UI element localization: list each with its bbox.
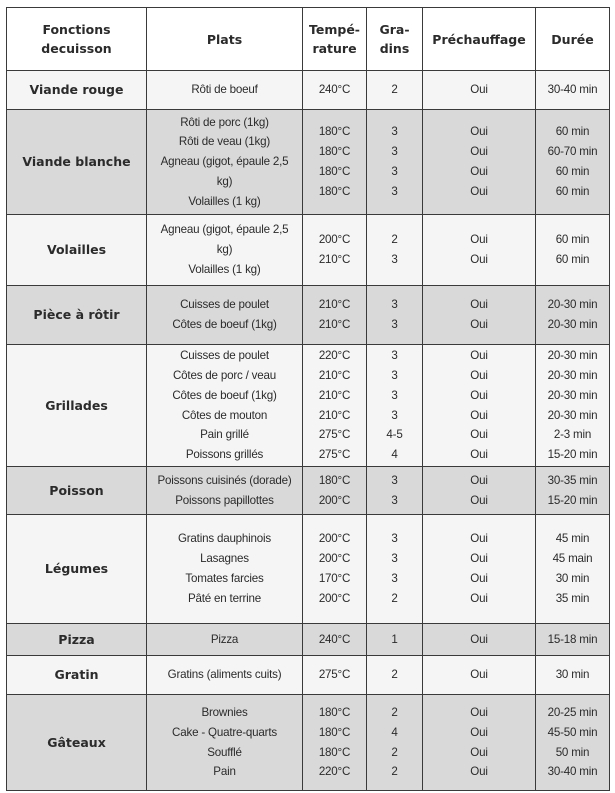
duree-cell <box>536 110 610 215</box>
prechauffage-line: Oui <box>470 233 488 247</box>
plats-cell <box>147 695 303 791</box>
temperature-cell <box>303 695 367 791</box>
prechauffage-cell <box>423 286 536 345</box>
plats-cell <box>147 624 303 656</box>
duree-line: 60 min <box>555 165 590 178</box>
prechauffage-line: Oui <box>470 349 488 363</box>
temperature-line: 180°C <box>318 184 351 198</box>
duree-cell <box>536 286 610 345</box>
gradins-line: 3 <box>391 145 398 159</box>
dish-line: Rôti de porc (1kg) <box>180 115 269 129</box>
temperature-cell <box>303 215 367 286</box>
prechauffage-line: Oui <box>470 318 488 331</box>
gradins-cell <box>367 515 423 624</box>
dish-line: Cuisses de poulet <box>180 349 269 363</box>
temperature-line: 200°C <box>318 552 351 566</box>
dish-line: Côtes de mouton <box>181 408 268 422</box>
gradins-line: 3 <box>391 349 398 363</box>
temperature-line: 220°C <box>318 349 351 363</box>
category-cell: Gâteaux <box>7 695 147 791</box>
prechauffage-line: Oui <box>470 145 488 159</box>
duree-line: 15-20 min <box>547 493 598 507</box>
header-temperature <box>303 8 367 71</box>
dish-line: Pain <box>213 765 236 779</box>
duree-cell <box>536 215 610 286</box>
dish-line: Poissons papillottes <box>175 493 274 507</box>
dish-line: Rôti de veau (1kg) <box>178 135 271 149</box>
prechauffage-line: Oui <box>470 388 488 402</box>
duree-line: 20-30 min <box>547 368 598 382</box>
gradins-line: 3 <box>391 184 398 198</box>
table-row <box>7 71 610 110</box>
header-duree: Durée <box>536 8 610 71</box>
prechauffage-line: Oui <box>470 668 488 682</box>
header-row <box>7 8 610 71</box>
temperature-line: 210°C <box>318 253 351 266</box>
plats-cell <box>147 515 303 624</box>
prechauffage-line: Oui <box>470 632 488 646</box>
duree-line: 35 min <box>555 591 590 605</box>
temperature-line: 180°C <box>318 725 351 739</box>
temperature-line: 210°C <box>318 368 351 382</box>
gradins-cell <box>367 345 423 467</box>
dish-line: Poissons grillés <box>185 448 264 462</box>
gradins-line: 3 <box>391 532 398 546</box>
table-row <box>7 286 610 345</box>
duree-line: 30 min <box>555 572 590 585</box>
temperature-line: 200°C <box>318 532 351 546</box>
duree-line: 15-18 min <box>547 632 598 646</box>
duree-line: 50 min <box>555 745 590 759</box>
duree-line: 15-20 min <box>547 448 598 462</box>
temperature-line: 200°C <box>318 233 351 247</box>
duree-line: 30 min <box>555 668 590 682</box>
temperature-line: 170°C <box>318 572 351 585</box>
prechauffage-line: Oui <box>470 493 488 507</box>
duree-cell <box>536 515 610 624</box>
gradins-line: 3 <box>391 552 398 566</box>
prechauffage-line: Oui <box>470 532 488 546</box>
prechauffage-line: Oui <box>470 448 488 462</box>
table-body <box>7 71 610 791</box>
temperature-line: 220°C <box>318 765 351 779</box>
duree-cell <box>536 71 610 110</box>
plats-cell <box>147 467 303 515</box>
duree-line: 20-30 min <box>547 318 598 331</box>
temperature-line: 180°C <box>318 745 351 759</box>
gradins-line: 3 <box>391 388 398 402</box>
gradins-line: 3 <box>391 318 398 331</box>
gradins-line: 2 <box>391 745 398 759</box>
prechauffage-line: Oui <box>470 408 488 422</box>
prechauffage-line: Oui <box>470 765 488 779</box>
table-row <box>7 624 610 656</box>
header-temperature-line: Tempé- <box>309 22 360 37</box>
duree-cell <box>536 695 610 791</box>
duree-line: 20-30 min <box>547 298 598 312</box>
dish-line: Volailles (1 kg) <box>188 262 261 276</box>
plats-cell <box>147 345 303 467</box>
gradins-cell <box>367 215 423 286</box>
gradins-line: 3 <box>391 165 398 178</box>
category-cell: Viande blanche <box>7 110 147 215</box>
duree-line: 45-50 min <box>547 725 598 739</box>
dish-line: Côtes de porc / veau <box>173 368 276 382</box>
temperature-line: 180°C <box>318 125 351 139</box>
dish-line: Soufflé <box>207 745 242 759</box>
temperature-line: 180°C <box>318 145 351 159</box>
dish-line: Rôti de boeuf <box>191 83 258 97</box>
dish-line: Volailles (1 kg) <box>188 194 261 208</box>
gradins-line: 3 <box>391 493 398 507</box>
temperature-cell <box>303 286 367 345</box>
cooking-table <box>6 7 610 791</box>
duree-line: 20-25 min <box>547 705 598 719</box>
table-row <box>7 695 610 791</box>
category-cell: Gratin <box>7 656 147 695</box>
gradins-line: 3 <box>391 298 398 312</box>
plats-cell <box>147 71 303 110</box>
prechauffage-line: Oui <box>470 725 488 739</box>
duree-line: 60 min <box>555 233 590 247</box>
prechauffage-line: Oui <box>470 705 488 719</box>
temperature-line: 275°C <box>318 448 351 462</box>
header-fonctions <box>7 8 147 71</box>
dish-line: Agneau (gigot, épaule 2,5 <box>160 155 289 169</box>
duree-line: 60-70 min <box>547 145 598 159</box>
prechauffage-line: Oui <box>470 253 488 266</box>
table-row <box>7 515 610 624</box>
category-cell: Légumes <box>7 515 147 624</box>
plats-cell <box>147 215 303 286</box>
duree-line: 30-40 min <box>547 83 598 97</box>
prechauffage-line: Oui <box>470 368 488 382</box>
temperature-line: 180°C <box>318 473 351 487</box>
temperature-cell <box>303 656 367 695</box>
duree-line: 45 min <box>555 532 590 546</box>
dish-line: Brownies <box>201 705 248 719</box>
duree-line: 20-30 min <box>547 388 598 402</box>
gradins-line: 3 <box>391 368 398 382</box>
duree-line: 60 min <box>555 253 590 266</box>
gradins-cell <box>367 467 423 515</box>
header-gradins-line: dins <box>379 41 410 56</box>
dish-line: kg) <box>216 243 233 257</box>
dish-line: Lasagnes <box>200 552 249 566</box>
gradins-line: 3 <box>391 473 398 487</box>
dish-line: kg) <box>216 174 233 188</box>
duree-cell <box>536 624 610 656</box>
dish-line: Gratins (aliments cuits) <box>167 668 282 682</box>
prechauffage-line: Oui <box>470 591 488 605</box>
table-row <box>7 656 610 695</box>
prechauffage-line: Oui <box>470 184 488 198</box>
temperature-line: 200°C <box>318 591 351 605</box>
temperature-line: 210°C <box>318 298 351 312</box>
temperature-cell <box>303 345 367 467</box>
gradins-cell <box>367 286 423 345</box>
prechauffage-cell <box>423 656 536 695</box>
duree-line: 20-30 min <box>547 349 598 363</box>
duree-line: 2-3 min <box>553 428 592 442</box>
header-gradins <box>367 8 423 71</box>
duree-cell <box>536 345 610 467</box>
prechauffage-line: Oui <box>470 572 488 585</box>
duree-line: 30-40 min <box>547 765 598 779</box>
prechauffage-line: Oui <box>470 125 488 139</box>
temperature-line: 240°C <box>318 632 351 646</box>
temperature-cell <box>303 110 367 215</box>
gradins-line: 2 <box>391 668 398 682</box>
category-cell: Pièce à rôtir <box>7 286 147 345</box>
duree-cell <box>536 467 610 515</box>
prechauffage-cell <box>423 624 536 656</box>
prechauffage-cell <box>423 467 536 515</box>
dish-line: Côtes de boeuf (1kg) <box>172 318 277 331</box>
dish-line: Pain grillé <box>200 428 249 442</box>
dish-line: Pâté en terrine <box>187 591 262 605</box>
header-fonctions-line: Fonctions de <box>41 22 111 56</box>
gradins-line: 2 <box>391 765 398 779</box>
temperature-cell <box>303 624 367 656</box>
prechauffage-line: Oui <box>470 473 488 487</box>
table-row <box>7 215 610 286</box>
prechauffage-line: Oui <box>470 428 488 442</box>
dish-line: Cake - Quatre-quarts <box>172 725 277 739</box>
gradins-cell <box>367 656 423 695</box>
temperature-line: 210°C <box>318 318 351 331</box>
prechauffage-line: Oui <box>470 83 488 97</box>
temperature-line: 275°C <box>318 428 351 442</box>
gradins-line: 3 <box>391 572 398 585</box>
gradins-line: 3 <box>391 408 398 422</box>
dish-line: Cuisses de poulet <box>180 298 269 312</box>
prechauffage-line: Oui <box>470 298 488 312</box>
gradins-line: 1 <box>391 632 398 646</box>
dish-line: Tomates farcies <box>185 572 264 585</box>
duree-line: 45 main <box>552 552 593 566</box>
duree-line: 60 min <box>555 184 590 198</box>
header-plats: Plats <box>147 8 303 71</box>
category-cell: Viande rouge <box>7 71 147 110</box>
gradins-line: 4-5 <box>386 428 403 442</box>
dish-line: Poissons cuisinés (dorade) <box>157 473 292 487</box>
table-row <box>7 345 610 467</box>
table-row <box>7 467 610 515</box>
gradins-cell <box>367 110 423 215</box>
gradins-cell <box>367 695 423 791</box>
header-temperature-line: rature <box>312 41 357 56</box>
gradins-line: 3 <box>391 125 398 139</box>
temperature-cell <box>303 467 367 515</box>
temperature-line: 210°C <box>318 408 351 422</box>
prechauffage-cell <box>423 695 536 791</box>
gradins-line: 2 <box>391 591 398 605</box>
gradins-line: 2 <box>391 233 398 247</box>
prechauffage-cell <box>423 345 536 467</box>
dish-line: Agneau (gigot, épaule 2,5 <box>160 223 289 237</box>
duree-line: 20-30 min <box>547 408 598 422</box>
duree-line: 60 min <box>555 125 590 139</box>
temperature-cell <box>303 71 367 110</box>
gradins-line: 2 <box>391 705 398 719</box>
temperature-line: 210°C <box>318 388 351 402</box>
gradins-cell <box>367 71 423 110</box>
temperature-line: 240°C <box>318 83 351 97</box>
header-fonctions-line: cuisson <box>58 41 112 56</box>
table-row <box>7 110 610 215</box>
prechauffage-line: Oui <box>470 552 488 566</box>
category-cell: Volailles <box>7 215 147 286</box>
dish-line: Pizza <box>210 632 239 646</box>
gradins-line: 2 <box>391 83 398 97</box>
plats-cell <box>147 286 303 345</box>
category-cell: Grillades <box>7 345 147 467</box>
category-cell: Pizza <box>7 624 147 656</box>
temperature-cell <box>303 515 367 624</box>
duree-cell <box>536 656 610 695</box>
dish-line: Gratins dauphinois <box>177 532 272 546</box>
prechauffage-cell <box>423 71 536 110</box>
plats-cell <box>147 110 303 215</box>
prechauffage-cell <box>423 215 536 286</box>
prechauffage-line: Oui <box>470 165 488 178</box>
header-prechauffage: Préchauffage <box>423 8 536 71</box>
prechauffage-cell <box>423 110 536 215</box>
gradins-cell <box>367 624 423 656</box>
dish-line: Côtes de boeuf (1kg) <box>172 388 277 402</box>
plats-cell <box>147 656 303 695</box>
gradins-line: 4 <box>391 448 398 462</box>
header-gradins-line: Gra- <box>379 22 410 37</box>
category-cell: Poisson <box>7 467 147 515</box>
temperature-line: 200°C <box>318 493 351 507</box>
gradins-line: 4 <box>391 725 398 739</box>
temperature-line: 275°C <box>318 668 351 682</box>
prechauffage-cell <box>423 515 536 624</box>
prechauffage-line: Oui <box>470 745 488 759</box>
duree-line: 30-35 min <box>547 473 598 487</box>
temperature-line: 180°C <box>318 165 351 178</box>
temperature-line: 180°C <box>318 705 351 719</box>
gradins-line: 3 <box>391 253 398 266</box>
